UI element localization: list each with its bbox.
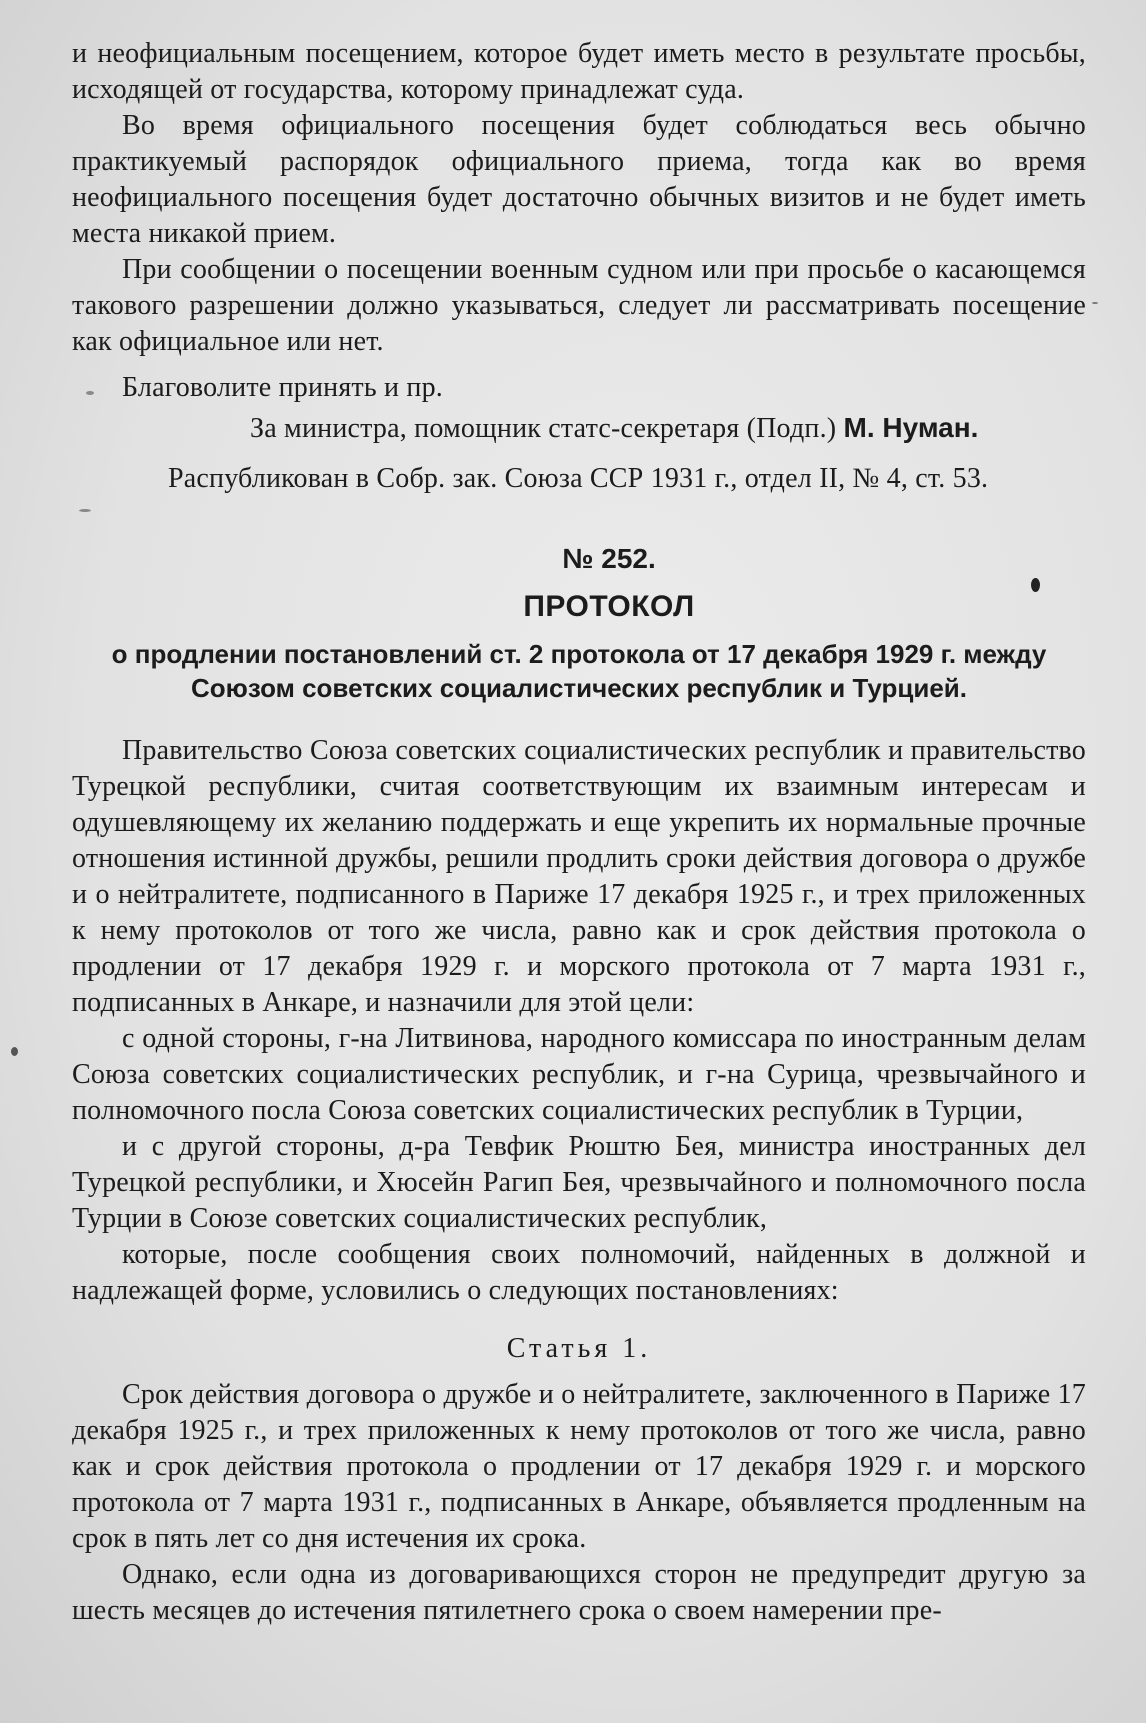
protocol-preamble [72,733,1086,1309]
document-subtitle: о продлении постановлений ст. 2 протокола от 17 декабря 1929 г. между Союзом советских социалистических республик и Турцией. [111,639,1047,703]
signature-prefix: За министра, помощник статс-секретаря (Подп.) [250,413,837,444]
paragraph-continuation: и неофициальным посещением, которое будет иметь место в результате просьбы, исходящей от государства, которому принадлежат суда. [72,38,1086,105]
document-number: № 252. [562,543,656,574]
paragraph-turkey-representatives: и с другой стороны, д-ра Тевфик Рюштю Бея, министра иностранных дел Турецкой республики, и Хюсейн Рагип Бея, чрезвычайного и полномочного посла Турции в Союзе советских социалистических республик, [72,1131,1086,1234]
article-body [72,1377,1086,1629]
publication-note: Распубликован в Собр. зак. Союза ССР 1931 г., отдел II, № 4, ст. 53. [168,463,989,494]
signature-line [72,410,1086,447]
paragraph-agreement: которые, после сообщения своих полномочий, найденных в должной и надлежащей форме, условились о следующих постановлениях: [72,1239,1086,1306]
article-heading: Статья 1. [506,1333,652,1364]
paragraph-article-1-continued: Однако, если одна из договаривающихся сторон не предупредит другую за шесть месяцев до истечения пятилетнего срока о своем намерении пре- [72,1559,1086,1626]
document-title: ПРОТОКОЛ [523,590,695,623]
closing-formula: Благоволите принять и пр. [122,372,443,403]
paragraph-notification: При сообщении о посещении военным судном или при просьбе о касающемся такового разрешении должно указываться, следует ли рассматривать посещение как официальное или нет. [72,254,1086,357]
paragraph-article-1: Срок действия договора о дружбе и о нейтралитете, заключенного в Париже 17 декабря 1925 г., и трех приложенных к нему протоколов от того же числа, равно как и срок действия протокола о продлении от 17 декабря 1929 г. и морского протокола от 7 марта 1931 г., подписанных в Анкаре, объявляется продленным на срок в пять лет со дня истечения их срока. [72,1379,1086,1554]
paragraph-official-visit: Во время официального посещения будет соблюдаться весь обычно практикуемый распорядок официального приема, тогда как во время неофициального посещения будет достаточно обычных визитов и не будет иметь места никакой прием. [72,110,1086,249]
top-section [72,36,1086,497]
paragraph-ussr-representatives: с одной стороны, г-на Литвинова, народного комиссара по иностранным делам Союза советских социалистических республик, и г-на Сурица, чрезвычайного и полномочного посла Союза советских социалистических республик в Турции, [72,1023,1086,1126]
paragraph-governments: Правительство Союза советских социалистических республик и правительство Турецкой республики, считая соответствующим их взаимным интересам и одушевляющему их желанию поддержать и еще укрепить их нормальные прочные отношения истинной дружбы, решили продлить сроки действия договора о дружбе и о нейтралитете, подписанного в Париже 17 декабря 1925 г., и трех приложенных к нему протоколов от того же числа, равно как и срок действия протокола о продлении от 17 декабря 1929 г. и морского протокола от 7 марта 1931 г., подписанных в Анкаре, и назначили для этой цели: [72,735,1086,1018]
signature-name: М. Нуман. [843,412,979,443]
